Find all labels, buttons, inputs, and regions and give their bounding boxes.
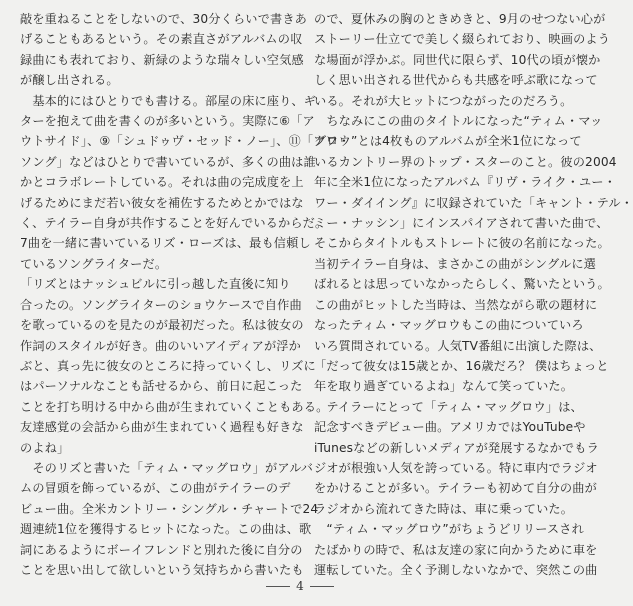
text-line: ているソングライターだ。 [20, 256, 168, 271]
text-line: “ティム・マッグロウ”がちょうどリリースされ [314, 522, 584, 537]
text-line: 録曲にも表れており、新緑のような瑞々しい空気感 [20, 52, 304, 67]
text-line: 「リズとはナッシュビルに引っ越した直後に知り [20, 277, 291, 292]
text-line: く、テイラー自身が共作することを好んでいるからだ。 [20, 216, 328, 231]
text-line: ことを打ち明ける中から曲が生まれていくこともある。 [20, 399, 329, 414]
text-line: たばかりの時で、私は友達の家に向かうために車を [314, 542, 598, 557]
text-line: 友達感覚の会話から曲が生まれていく過程も好きな [20, 420, 304, 435]
text-line: ラジオから流れてきた時は、車に乗っていた。 [314, 501, 574, 516]
page-footer [0, 579, 600, 593]
text-line: をかけることが多い。テイラーも初めて自分の曲が [314, 481, 597, 496]
text-line: ので、夏休みの胸のときめきと、9月のせつない心が [314, 12, 606, 26]
text-line: ストーリー仕立てで美しく綴られており、映画のよう [314, 32, 611, 47]
text-line: 年に全米1位になったアルバム『リヴ・ライク・ユー・ [314, 175, 617, 190]
text-line: ジオが根強い人気を誇っている。特に車内でラジオ [314, 460, 598, 475]
text-line: 基本的にはひとりでも書ける。部屋の床に座り、ギ [20, 93, 317, 108]
text-line: そのリズと書いた「ティム・マッグロウ」がアルバ [20, 460, 314, 475]
text-line: この曲がヒットした当時は、当然ながら歌の題材に [314, 297, 598, 312]
text-line: グロウ”とは4枚ものアルバムが全米1位になって [314, 134, 582, 149]
text-line: いろ質問されている。人気TV番組に出演した際は、 [314, 338, 602, 353]
text-line: 合ったの。ソングライターのショウケースで自作曲 [20, 297, 302, 312]
text-line: そこからタイトルもストレートに彼の名前になった。 [314, 236, 610, 251]
footer-dash-left [266, 586, 290, 587]
text-line: ターを抱えて曲を書くのが多いという。実際に⑥「ア [20, 114, 315, 129]
text-line: 週連続1位を獲得するヒットになった。この曲は、歌 [20, 522, 312, 537]
left-text-column [20, 9, 351, 580]
text-line: ビュー曲。全米カントリー・シングル・チャートで24 [20, 501, 319, 516]
text-line: を歌っているのを見たのが最初だった。私は彼女の [20, 318, 304, 333]
text-line: 敲を重ねることをしないので、30分くらいで書きあ [20, 12, 307, 26]
text-line: しく思い出される世代からも共感を呼ぶ歌になって [314, 73, 598, 88]
text-line: げるためにまだ若い彼女を補佐するためとかではな [20, 195, 304, 210]
text-line: ばれるとは思っていなかったらしく、驚いたという。 [314, 277, 610, 292]
text-line: ワー・ダイイング』に収録されていた「キャント・テル・ [314, 195, 633, 210]
footer-dash-right [310, 586, 334, 587]
text-line: はパーソナルなことも話せるから、前日に起こった [20, 379, 303, 394]
text-line: ムの冒頭を飾っているが、この曲がテイラーのデ [20, 481, 291, 496]
text-line: 詞にあるようにボーイフレンドと別れた後に自分の [20, 542, 303, 557]
text-line: 当初テイラー自身は、まさかこの曲がシングルに選 [314, 256, 596, 271]
text-line: ぶと、真っ先に彼女のところに持っていくし、リズに [20, 358, 316, 373]
text-line: いる。それが大ヒットにつながったのだろう。 [314, 93, 573, 108]
text-line: いるカントリー界のトップ・スターのこと。彼の2004 [314, 154, 617, 169]
text-line: iTunesなどの新しいメディアが発展するなかでもラ [314, 440, 599, 455]
right-text-column [314, 9, 633, 580]
text-line: が醸し出される。 [20, 73, 119, 88]
text-line: げることもあるという。その素直さがアルバムの収 [20, 32, 303, 47]
text-line: ソング」などはひとりで書いているが、多くの曲は誰 [20, 154, 316, 169]
text-line: ちなみにこの曲のタイトルになった“ティム・マッ [314, 114, 603, 129]
page-number: 4 [296, 579, 304, 593]
text-line: ミー・ナッシン」にインスパイアされて書いた曲で、 [314, 216, 609, 231]
text-line: のよね」 [20, 440, 70, 455]
text-line: 7曲を一緒に書いているリズ・ローズは、最も信頼し [20, 236, 311, 251]
text-line: ことを思い出して欲しいという気持ちから書いたも [20, 562, 304, 577]
text-line: な場面が浮かぶ。同世代に限らず、10代の頃が懐か [314, 52, 601, 67]
text-line: なったティム・マッグロウもこの曲についていろ [314, 318, 584, 333]
text-line: 運転していた。全く予測しないなかで、突然この曲 [314, 562, 598, 577]
text-line: ウトサイド」、⑨「シュドゥヴ・セッド・ノー」、⑪「アワ・ [20, 134, 351, 149]
text-line: 記念すべきデビュー曲。アメリカではYouTubeや [314, 420, 586, 435]
text-line: 作詞のスタイルが好き。曲のいいアイディアが浮か [20, 338, 301, 353]
text-line: テイラーにとって「ティム・マッグロウ」は、 [314, 399, 583, 414]
text-line: 「だって彼女は15歳とか、16歳だろ？ 僕はちょっと [314, 358, 609, 373]
text-line: 年を取り過ぎているよね」なんて笑っていた。 [314, 379, 574, 394]
text-line: かとコラボレートしている。それは曲の完成度を上 [20, 175, 304, 190]
